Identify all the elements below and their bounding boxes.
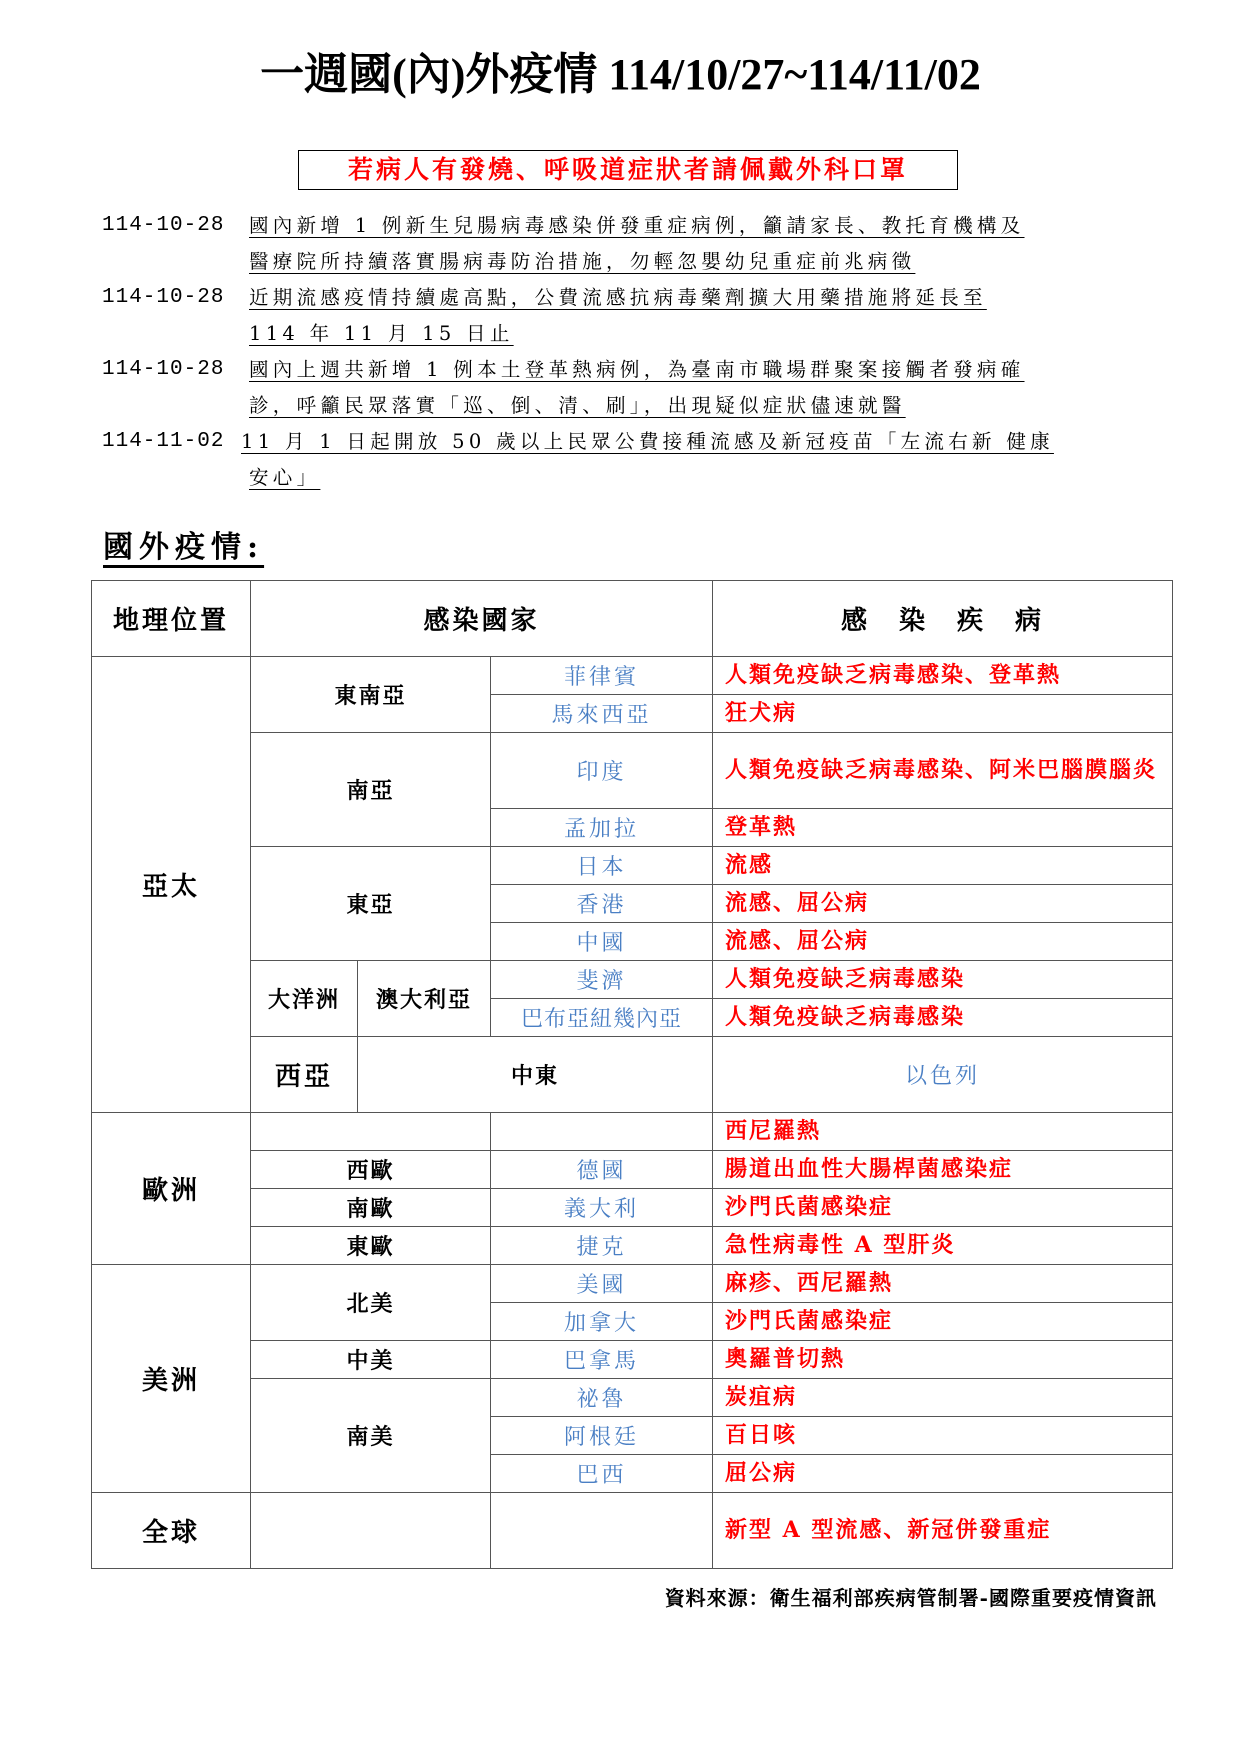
- disease-cell: 人類免疫缺乏病毒感染: [713, 999, 1173, 1037]
- geo-asia: 亞太: [92, 657, 251, 1113]
- country-cell: 美國: [491, 1265, 713, 1303]
- country-cell: 巴布亞紐幾內亞: [491, 999, 713, 1037]
- page-title: 一週國(內)外疫情 114/10/27~114/11/02: [260, 50, 981, 99]
- table-row: [92, 1265, 1173, 1303]
- country-cell: [491, 1113, 713, 1151]
- region-australia: 澳大利亞: [358, 961, 491, 1037]
- news-item: [102, 208, 1172, 280]
- disease-cell: 屈公病: [713, 1455, 1173, 1493]
- disease-cell: 腸道出血性大腸桿菌感染症: [713, 1151, 1173, 1189]
- disease-cell: 奧羅普切熱: [713, 1341, 1173, 1379]
- region-middle-east: 中東: [358, 1037, 713, 1113]
- country-cell: 祕魯: [491, 1379, 713, 1417]
- country-cell: 阿根廷: [491, 1417, 713, 1455]
- table-row: [92, 657, 1173, 695]
- table-row: [92, 847, 1173, 885]
- table-row: [92, 1227, 1173, 1265]
- country-cell: 斐濟: [491, 961, 713, 999]
- geo-europe: 歐洲: [92, 1113, 251, 1265]
- country-cell: 菲律賓: [491, 657, 713, 695]
- country-cell: 印度: [491, 733, 713, 809]
- table-row: [92, 1379, 1173, 1417]
- disease-cell: 狂犬病: [713, 695, 1173, 733]
- country-cell: 加拿大: [491, 1303, 713, 1341]
- table-row: [92, 1189, 1173, 1227]
- disease-cell: 人類免疫缺乏病毒感染、登革熱: [713, 657, 1173, 695]
- news-line: 114 年 11 月 15 日止: [249, 322, 514, 345]
- country-cell: 中國: [491, 923, 713, 961]
- region-central-america: 中美: [251, 1341, 491, 1379]
- mask-notice: 若病人有發燒、呼吸道症狀者請佩戴外科口罩: [298, 150, 958, 190]
- region-south-america: 南美: [251, 1379, 491, 1493]
- geo-americas: 美洲: [92, 1265, 251, 1493]
- news-line: 國內上週共新增 1 例本土登革熱病例，為臺南市職場群聚案接觸者發病確: [249, 358, 1025, 381]
- table-row: [92, 1341, 1173, 1379]
- region-empty: [251, 1113, 491, 1151]
- country-cell: 香港: [491, 885, 713, 923]
- disease-cell: 流感、屈公病: [713, 923, 1173, 961]
- disease-cell: 人類免疫缺乏病毒感染、阿米巴腦膜腦炎: [713, 733, 1173, 809]
- region-western-europe: 西歐: [251, 1151, 491, 1189]
- table-row: [92, 1151, 1173, 1189]
- news-line: 近期流感疫情持續處高點，公費流感抗病毒藥劑擴大用藥措施將延長至: [249, 286, 987, 309]
- news-line: 醫療院所持續落實腸病毒防治措施，勿輕忽嬰幼兒重症前兆病徵: [249, 250, 916, 273]
- country-cell: 日本: [491, 847, 713, 885]
- table-row: [92, 1113, 1173, 1151]
- country-cell: 孟加拉: [491, 809, 713, 847]
- news-line: 診，呼籲民眾落實「巡、倒、清、刷」，出現疑似症狀儘速就醫: [249, 394, 906, 417]
- disease-cell: 新型 A 型流感、新冠併發重症: [713, 1493, 1173, 1569]
- country-cell: 巴拿馬: [491, 1341, 713, 1379]
- news-item: [102, 424, 1172, 496]
- region-oceania: 大洋洲: [251, 961, 358, 1037]
- table-row: [92, 1493, 1173, 1569]
- table-row: [92, 733, 1173, 809]
- news-item: [102, 280, 1172, 352]
- region-empty: [251, 1493, 491, 1569]
- region-north-america: 北美: [251, 1265, 491, 1341]
- news-line: 11 月 1 日起開放 50 歲以上民眾公費接種流感及新冠疫苗「左流右新 健康: [241, 430, 1054, 453]
- country-cell: 馬來西亞: [491, 695, 713, 733]
- disease-cell: 百日咳: [713, 1417, 1173, 1455]
- country-cell: 義大利: [491, 1189, 713, 1227]
- section-heading: 國外疫情:: [103, 530, 265, 565]
- data-source: 資料來源：衛生福利部疾病管制署-國際重要疫情資訊: [664, 1586, 1157, 1610]
- news-item: [102, 352, 1172, 424]
- news-date: 114-10-28: [102, 286, 225, 309]
- disease-cell: 流感、屈公病: [713, 885, 1173, 923]
- region-southern-europe: 南歐: [251, 1189, 491, 1227]
- disease-cell: 西尼羅熱: [713, 1113, 1173, 1151]
- geo-west-asia: 西亞: [251, 1037, 358, 1113]
- disease-cell: 沙門氏菌感染症: [713, 1303, 1173, 1341]
- news-date: 114-11-02: [102, 430, 225, 453]
- outbreak-table: [91, 580, 1173, 1569]
- region-south-asia: 南亞: [251, 733, 491, 847]
- disease-cell: 沙門氏菌感染症: [713, 1189, 1173, 1227]
- header-disease: 感 染 疾 病: [713, 581, 1173, 657]
- header-geo: 地理位置: [92, 581, 251, 657]
- geo-global: 全球: [92, 1493, 251, 1569]
- country-cell: 德國: [491, 1151, 713, 1189]
- region-southeast-asia: 東南亞: [251, 657, 491, 733]
- country-cell: 捷克: [491, 1227, 713, 1265]
- news-date: 114-10-28: [102, 214, 225, 237]
- table-row: [92, 1037, 1173, 1113]
- disease-cell: 麻疹、西尼羅熱: [713, 1265, 1173, 1303]
- news-date: 114-10-28: [102, 358, 225, 381]
- region-eastern-europe: 東歐: [251, 1227, 491, 1265]
- disease-cell: 流感: [713, 847, 1173, 885]
- disease-cell: 登革熱: [713, 809, 1173, 847]
- news-line: 安心」: [249, 466, 321, 489]
- news-line: 國內新增 1 例新生兒腸病毒感染併發重症病例，籲請家長、教托育機構及: [249, 214, 1025, 237]
- country-cell: [491, 1493, 713, 1569]
- header-country: 感染國家: [251, 581, 713, 657]
- table-row: [92, 961, 1173, 999]
- country-cell: 以色列: [713, 1037, 1173, 1113]
- region-east-asia: 東亞: [251, 847, 491, 961]
- disease-cell: 急性病毒性 A 型肝炎: [713, 1227, 1173, 1265]
- disease-cell: 人類免疫缺乏病毒感染: [713, 961, 1173, 999]
- table-header-row: [92, 581, 1173, 657]
- disease-cell: 炭疽病: [713, 1379, 1173, 1417]
- news-list: [102, 208, 1172, 496]
- country-cell: 巴西: [491, 1455, 713, 1493]
